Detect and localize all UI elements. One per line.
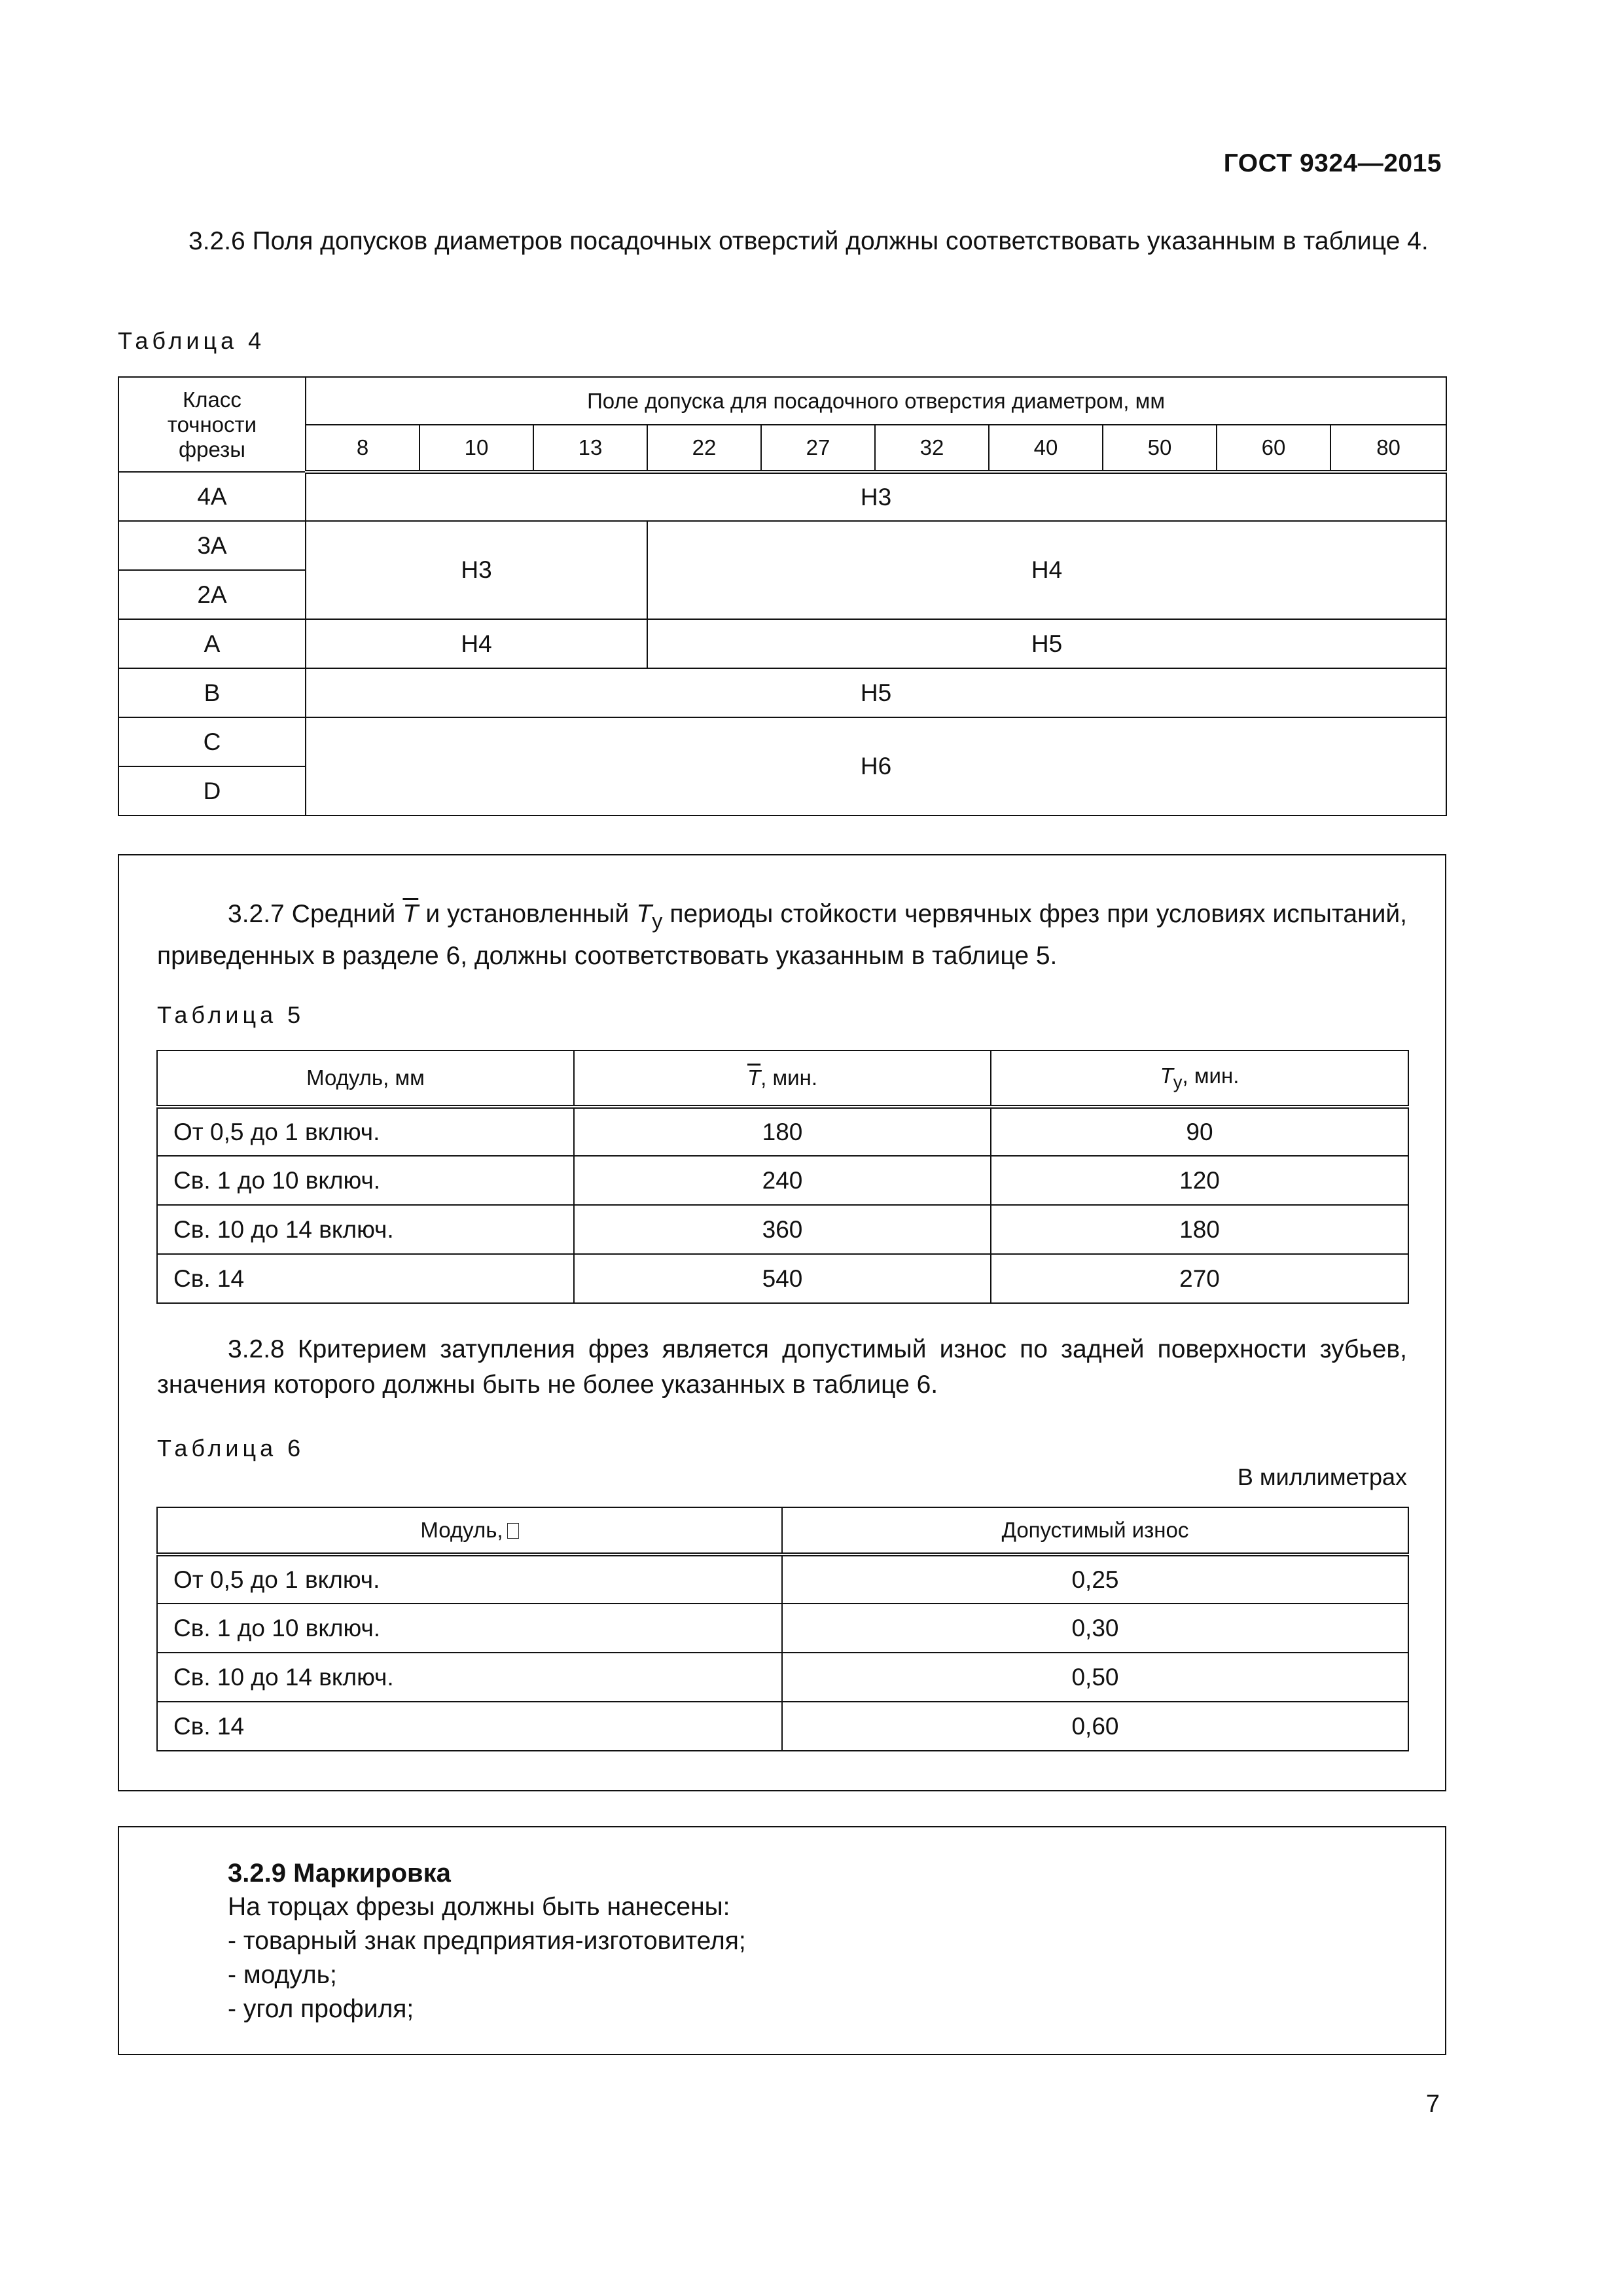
table-row: От 0,5 до 1 включ. 0,25 — [157, 1554, 1408, 1604]
table5 — [156, 1050, 1409, 1304]
table4-class-cell: D — [118, 766, 306, 816]
table4-class-cell: 3А — [118, 521, 306, 570]
table4-diameter-header: 40 — [989, 425, 1103, 472]
table4-class-cell: В — [118, 668, 306, 717]
section-3-2-9-title: 3.2.9 Маркировка — [228, 1859, 451, 1888]
table4-value-cell: H3 — [306, 472, 1446, 521]
table4 — [118, 376, 1447, 816]
table6 — [156, 1507, 1409, 1751]
table4-diameter-header: 13 — [533, 425, 647, 472]
table4-diameter-header: 10 — [419, 425, 533, 472]
t-mean-symbol: $\overline{T}$ — [402, 900, 419, 928]
table4-diameter-header: 8 — [306, 425, 419, 472]
table4-diameter-header: 32 — [875, 425, 989, 472]
paragraph-3-2-6 — [118, 224, 1442, 259]
table-row: Св. 10 до 14 включ. 0,50 — [157, 1653, 1408, 1702]
table4-class-cell: С — [118, 717, 306, 766]
table6-header-wear: Допустимый износ — [782, 1507, 1408, 1554]
table-row: Св. 1 до 10 включ. 240 120 — [157, 1156, 1408, 1205]
table6-units: В миллиметрах — [1237, 1463, 1407, 1490]
standard-number: ГОСТ 9324—2015 — [1223, 149, 1442, 177]
table4-value-cell: H4 — [647, 521, 1446, 619]
table5-header-t-mean: $\overline{T}$, мин. — [574, 1050, 991, 1107]
table-row: Св. 14 0,60 — [157, 1702, 1408, 1751]
table-row: От 0,5 до 1 включ. 180 90 — [157, 1107, 1408, 1156]
table6-header-module: Модуль, — [157, 1507, 782, 1554]
section-3-2-9 — [228, 1856, 746, 2026]
table4-group-header: Поле допуска для посадочного отверстия диаметром, мм — [306, 377, 1446, 425]
table5-caption: Таблица 5 — [157, 1001, 305, 1028]
paragraph-3-2-8-text: 3.2.8 Критерием затупления фрез является допустимый износ по задней поверхности зубьев, значения которого должны быть не более указанных в таблице 6. — [157, 1335, 1407, 1399]
table-row: Св. 10 до 14 включ. 360 180 — [157, 1205, 1408, 1254]
table4-diameter-header: 80 — [1330, 425, 1446, 472]
t-set-symbol: $T_у$ — [636, 900, 663, 933]
table-row: Св. 14 540 270 — [157, 1254, 1408, 1303]
missing-glyph-icon — [507, 1523, 519, 1539]
section-3-2-9-line: - товарный знак предприятия-изготовителя; — [228, 1927, 746, 1955]
table4-class-cell: 2А — [118, 570, 306, 619]
section-3-2-9-line: - модуль; — [228, 1961, 337, 1989]
section-3-2-9-line: - угол профиля; — [228, 1995, 414, 2023]
section-3-2-9-line: На торцах фрезы должны быть нанесены: — [228, 1893, 730, 1921]
table4-diameter-header: 27 — [761, 425, 875, 472]
paragraph-3-2-7: 3.2.7 Средний $\overline{T}$ и установленный $T_у$ периоды стойкости червячных фрез при условиях испытаний, приведенных в разделе 6, должны соответствовать указанным в таблице 5. — [157, 900, 1408, 970]
paragraph-3-2-8 — [157, 1332, 1407, 1403]
table4-diameter-header: 22 — [647, 425, 761, 472]
table4-value-cell: H6 — [306, 717, 1446, 816]
table5-header-t-set: $T_у$, мин. — [991, 1050, 1408, 1107]
table4-value-cell: H3 — [306, 521, 647, 619]
table4-class-header: Класс точности фрезы — [118, 377, 306, 472]
table4-value-cell: H5 — [647, 619, 1446, 668]
table5-header-module: Модуль, мм — [157, 1050, 574, 1107]
table6-caption: Таблица 6 — [157, 1435, 305, 1462]
table4-diameter-header: 50 — [1103, 425, 1217, 472]
table4-class-cell: А — [118, 619, 306, 668]
table-row: Св. 1 до 10 включ. 0,30 — [157, 1604, 1408, 1653]
paragraph-3-2-6-text: 3.2.6 Поля допусков диаметров посадочных отверстий должны соответствовать указанным в таблице 4. — [188, 227, 1429, 255]
table4-value-cell: H5 — [306, 668, 1446, 717]
table4-value-cell: H4 — [306, 619, 647, 668]
table4-class-cell: 4А — [118, 472, 306, 521]
page-number: 7 — [1425, 2090, 1440, 2118]
table4-caption: Таблица 4 — [118, 327, 266, 354]
table4-diameter-header: 60 — [1217, 425, 1330, 472]
